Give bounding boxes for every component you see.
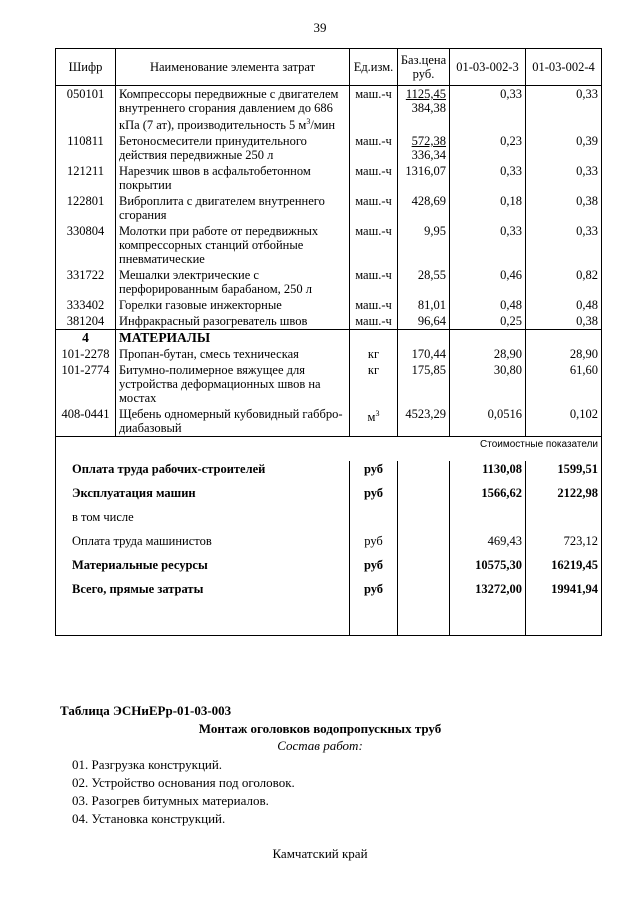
row-name: Инфракрасный разогреватель швов	[116, 313, 350, 330]
section-title: МАТЕРИАЛЫ	[116, 330, 350, 347]
summary-row	[56, 581, 602, 605]
row-code: 101-2278	[56, 346, 116, 362]
row-name: Битумно-полимерное вяжущее для устройства деформационных швов на мостах	[116, 362, 350, 406]
row-unit: маш.-ч	[350, 133, 398, 163]
row-code: 333402	[56, 297, 116, 313]
row-name-sup: 3	[306, 117, 311, 126]
next-table-title: Таблица ЭСНиЕРр-01-03-003	[60, 703, 232, 718]
row-unit: маш.-ч	[350, 223, 398, 267]
row-value-a: 0,48	[450, 297, 526, 313]
row-value-a: 0,0516	[450, 406, 526, 437]
list-item: 02. Устройство основания под оголовок.	[72, 775, 295, 790]
row-name	[116, 86, 350, 134]
next-table-subtitle: Монтаж оголовков водопропускных труб	[198, 721, 442, 736]
row-value-b: 0,39	[526, 133, 602, 163]
row-unit: маш.-ч	[350, 313, 398, 330]
section-heading-row	[56, 330, 602, 347]
summary-label: Оплата труда машинистов	[56, 533, 350, 557]
row-unit: маш.-ч	[350, 193, 398, 223]
row-value-b: 0,38	[526, 313, 602, 330]
header-col-a: 01-03-002-3	[450, 49, 526, 86]
summary-value-a: 469,43	[450, 533, 526, 557]
summary-row	[56, 557, 602, 581]
row-name-text: Компрессоры передвижные с двигателем внутреннего сгорания давлением до 686 кПа (7 ат), производительность 5 м	[119, 87, 339, 133]
summary-value-b: 19941,94	[526, 581, 602, 605]
row-unit: маш.-ч	[350, 267, 398, 297]
row-code: 050101	[56, 86, 116, 134]
resource-table	[55, 48, 602, 636]
summary-value-a	[450, 509, 526, 533]
row-price: 1316,07	[398, 163, 450, 193]
row-value-a: 0,33	[450, 163, 526, 193]
row-name: Бетоносмесители принудительного действия передвижные 250 л	[116, 133, 350, 163]
list-item: 01. Разгрузка конструкций.	[72, 757, 223, 772]
row-price: 28,55	[398, 267, 450, 297]
row-name-tail: /мин	[310, 118, 336, 133]
row-value-b: 0,48	[526, 297, 602, 313]
table-row	[56, 223, 602, 267]
table-row	[56, 313, 602, 330]
row-name: Молотки при работе от передвижных компрессорных станций отбойные пневматические	[116, 223, 350, 267]
works-heading: Состав работ:	[277, 738, 363, 753]
row-price-secondary: 336,34	[411, 148, 446, 163]
row-name: Щебень одномерный кубовидный габбро-диабазовый	[116, 406, 350, 437]
table-row	[56, 362, 602, 406]
header-price-line1: Баз.цена	[400, 53, 447, 67]
row-price: 428,69	[398, 193, 450, 223]
row-name: Нарезчик швов в асфальтобетонном покрытии	[116, 163, 350, 193]
summary-unit: руб	[350, 581, 398, 605]
row-code: 331722	[56, 267, 116, 297]
row-unit: маш.-ч	[350, 163, 398, 193]
footer-region: Камчатский край	[272, 846, 368, 861]
header-name: Наименование элемента затрат	[116, 49, 350, 86]
row-value-a: 0,23	[450, 133, 526, 163]
row-price: 9,95	[398, 223, 450, 267]
summary-row	[56, 509, 602, 533]
row-price-main: 1125,45	[405, 87, 446, 101]
summary-unit: руб	[350, 557, 398, 581]
row-name: Пропан-бутан, смесь техническая	[116, 346, 350, 362]
summary-value-b	[526, 509, 602, 533]
summary-value-b: 16219,45	[526, 557, 602, 581]
cost-indicators-row	[56, 437, 602, 462]
summary-value-a: 13272,00	[450, 581, 526, 605]
table-row	[56, 86, 602, 134]
table-row	[56, 163, 602, 193]
summary-row	[56, 461, 602, 485]
row-unit-text: м	[367, 410, 376, 425]
row-unit: кг	[350, 346, 398, 362]
row-code: 381204	[56, 313, 116, 330]
row-price: 175,85	[398, 362, 450, 406]
summary-unit	[350, 509, 398, 533]
row-name: Виброплита с двигателем внутреннего сгорания	[116, 193, 350, 223]
section-number: 4	[56, 330, 116, 347]
row-unit: кг	[350, 362, 398, 406]
header-code: Шифр	[56, 49, 116, 86]
works-list	[72, 756, 295, 828]
table-row	[56, 346, 602, 362]
table-row	[56, 267, 602, 297]
row-price: 81,01	[398, 297, 450, 313]
row-unit	[350, 406, 398, 437]
summary-label: Эксплуатация машин	[56, 485, 350, 509]
table-row	[56, 133, 602, 163]
row-price	[398, 133, 450, 163]
row-value-a: 28,90	[450, 346, 526, 362]
row-code: 101-2774	[56, 362, 116, 406]
row-unit-sup: 3	[375, 409, 380, 419]
list-item: 03. Разогрев битумных материалов.	[72, 793, 269, 808]
row-code: 408-0441	[56, 406, 116, 437]
header-col-b: 01-03-002-4	[526, 49, 602, 86]
row-value-a: 0,18	[450, 193, 526, 223]
row-value-a: 0,46	[450, 267, 526, 297]
summary-unit: руб	[350, 485, 398, 509]
page-number: 39	[313, 20, 327, 35]
row-value-b: 0,82	[526, 267, 602, 297]
summary-row	[56, 485, 602, 509]
row-value-b: 0,33	[526, 163, 602, 193]
summary-unit: руб	[350, 461, 398, 485]
row-value-b: 0,33	[526, 223, 602, 267]
summary-label: Материальные ресурсы	[56, 557, 350, 581]
row-value-a: 0,33	[450, 86, 526, 134]
table-row	[56, 193, 602, 223]
row-price: 170,44	[398, 346, 450, 362]
row-value-a: 0,33	[450, 223, 526, 267]
summary-row	[56, 533, 602, 557]
header-price-line2: руб.	[412, 67, 435, 81]
summary-label: Оплата труда рабочих-строителей	[56, 461, 350, 485]
row-price: 4523,29	[398, 406, 450, 437]
table-bottom-spacer	[56, 605, 602, 636]
row-value-b: 61,60	[526, 362, 602, 406]
row-price	[398, 86, 450, 134]
header-unit: Ед.изм.	[350, 49, 398, 86]
table-row	[56, 297, 602, 313]
table-header-row	[56, 49, 602, 86]
summary-value-b: 2122,98	[526, 485, 602, 509]
row-price: 96,64	[398, 313, 450, 330]
row-price-secondary: 384,38	[411, 101, 446, 115]
row-value-b: 0,38	[526, 193, 602, 223]
row-code: 122801	[56, 193, 116, 223]
row-code: 121211	[56, 163, 116, 193]
row-name: Мешалки электрические с перфорированным барабаном, 250 л	[116, 267, 350, 297]
row-value-a: 30,80	[450, 362, 526, 406]
summary-value-b: 723,12	[526, 533, 602, 557]
row-value-b: 0,33	[526, 86, 602, 134]
summary-value-b: 1599,51	[526, 461, 602, 485]
row-value-b: 0,102	[526, 406, 602, 437]
row-name: Горелки газовые инжекторные	[116, 297, 350, 313]
list-item: 04. Установка конструкций.	[72, 811, 226, 826]
row-value-b: 28,90	[526, 346, 602, 362]
row-unit: маш.-ч	[350, 297, 398, 313]
summary-value-a: 1566,62	[450, 485, 526, 509]
row-price-main: 572,38	[411, 134, 446, 149]
cost-indicators-label: Стоимостные показатели	[56, 437, 602, 462]
summary-label: в том числе	[56, 509, 350, 533]
header-price	[398, 49, 450, 86]
summary-value-a: 10575,30	[450, 557, 526, 581]
row-code: 330804	[56, 223, 116, 267]
row-code: 110811	[56, 133, 116, 163]
row-value-a: 0,25	[450, 313, 526, 330]
summary-unit: руб	[350, 533, 398, 557]
table-row	[56, 406, 602, 437]
row-unit: маш.-ч	[350, 86, 398, 134]
summary-label: Всего, прямые затраты	[56, 581, 350, 605]
summary-value-a: 1130,08	[450, 461, 526, 485]
